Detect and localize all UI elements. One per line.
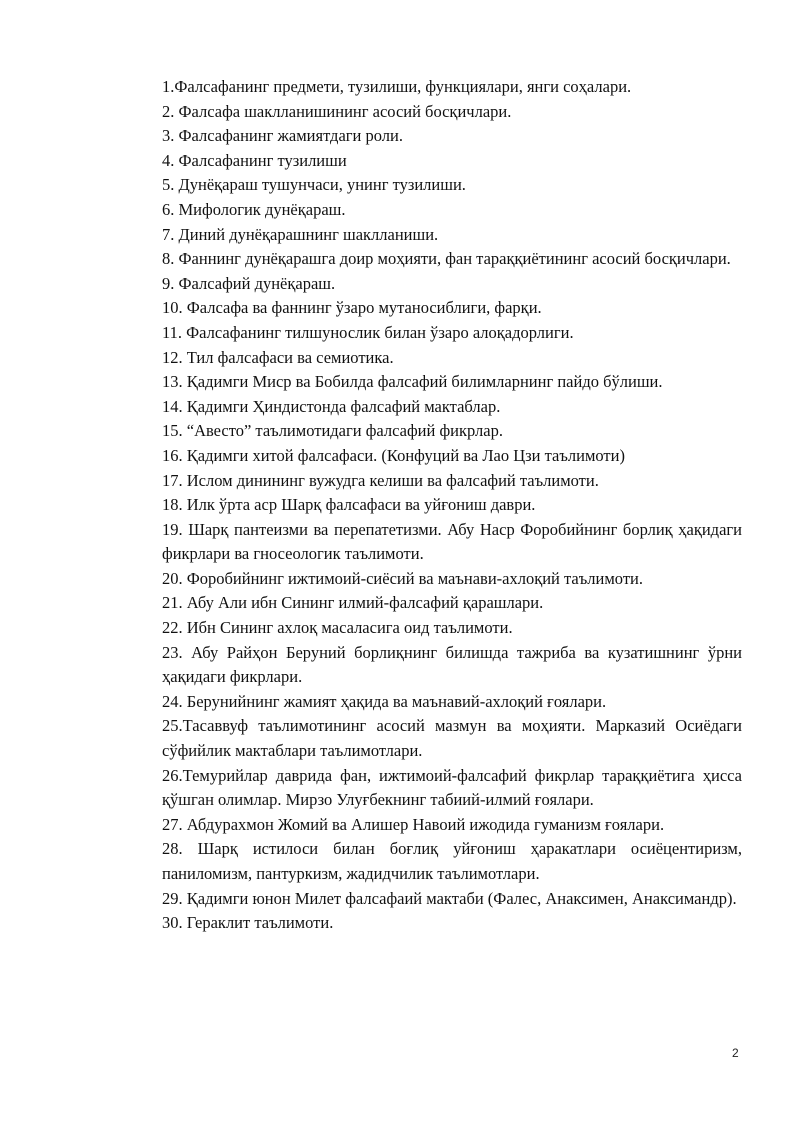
question-list: [162, 75, 742, 936]
list-item: 23. Абу Райҳон Беруний борлиқнинг билишда тажриба ва кузатишнинг ўрни ҳақидаги фикрлари.: [162, 642, 742, 687]
list-item: 5. Дунёқараш тушунчаси, унинг тузилиши.: [162, 175, 466, 195]
list-item: 22. Ибн Сининг ахлоқ масаласига оид таълимоти.: [162, 618, 513, 638]
list-item: 9. Фалсафий дунёқараш.: [162, 273, 336, 293]
list-item: 10. Фалсафа ва фаннинг ўзаро мутаносиблиги, фарқи.: [162, 298, 542, 318]
list-item: 2. Фалсафа шаклланишининг асосий босқичлари.: [162, 101, 512, 121]
list-item: 28. Шарқ истилоси билан боғлиқ уйғониш ҳаракатлари осиёцентиризм, паниломизм, пантуркизм, жадидчилик таълимотлари.: [162, 839, 742, 883]
list-item: 27. Абдурахмон Жомий ва Алишер Навоий ижодида гуманизм ғоялари.: [162, 814, 665, 834]
list-item: 21. Абу Али ибн Сининг илмий-фалсафий қарашлари.: [162, 593, 544, 613]
list-item: 26.Темурийлар даврида фан, ижтимоий-фалсафий фикрлар тараққиётига ҳисса қўшган олимлар. Мирзо Улуғбекнинг табиий-илмий ғоялари.: [162, 765, 742, 810]
list-item: 16. Қадимги хитой фалсафаси. (Конфуций ва Лао Цзи таълимоти): [162, 445, 625, 465]
list-item: 11. Фалсафанинг тилшунослик билан ўзаро алоқадорлиги.: [162, 322, 574, 342]
list-item: 1.Фалсафанинг предмети, тузилиши, функциялари, янги соҳалари.: [162, 77, 632, 96]
page-number: 2: [732, 1046, 739, 1060]
list-item: 24. Берунийнинг жамият ҳақида ва маънавий-ахлоқий ғоялари.: [162, 691, 607, 711]
list-item: 17. Ислом динининг вужудга келиши ва фалсафий таълимоти.: [162, 470, 599, 490]
list-item: 4. Фалсафанинг тузилиши: [162, 150, 347, 170]
list-item: 29. Қадимги юнон Милет фалсафаий мактаби (Фалес, Анаксимен, Анаксимандр).: [162, 888, 737, 908]
list-item: 15. “Авесто” таълимотидаги фалсафий фикрлар.: [162, 421, 503, 441]
list-item: 3. Фалсафанинг жамиятдаги роли.: [162, 126, 403, 146]
list-item: 19. Шарқ пантеизми ва перепатетизми. Абу Наср Форобийнинг борлиқ ҳақидаги фикрлари ва гносеологик таълимоти.: [162, 519, 742, 564]
list-item: 8. Фаннинг дунёқарашга доир моҳияти, фан тараққиётининг асосий босқичлари.: [162, 249, 731, 269]
list-item: 20. Форобийнинг ижтимоий-сиёсий ва маънави-ахлоқий таълимоти.: [162, 568, 643, 588]
list-item: 25.Тасаввуф таълимотининг асосий мазмун ва моҳияти. Марказий Осиёдаги сўфийлик мактаблари таълимотлари.: [162, 716, 742, 761]
list-item: 12. Тил фалсафаси ва семиотика.: [162, 347, 394, 367]
list-item: 30. Гераклит таълимоти.: [162, 913, 334, 933]
list-item: 13. Қадимги Миср ва Бобилда фалсафий билимларнинг пайдо бўлиши.: [162, 372, 663, 392]
list-item: 7. Диний дунёқарашнинг шаклланиши.: [162, 224, 439, 244]
list-item: 6. Мифологик дунёқараш.: [162, 199, 346, 219]
list-item: 14. Қадимги Ҳиндистонда фалсафий мактаблар.: [162, 396, 501, 416]
list-item: 18. Илк ўрта аср Шарқ фалсафаси ва уйғониш даври.: [162, 495, 536, 515]
